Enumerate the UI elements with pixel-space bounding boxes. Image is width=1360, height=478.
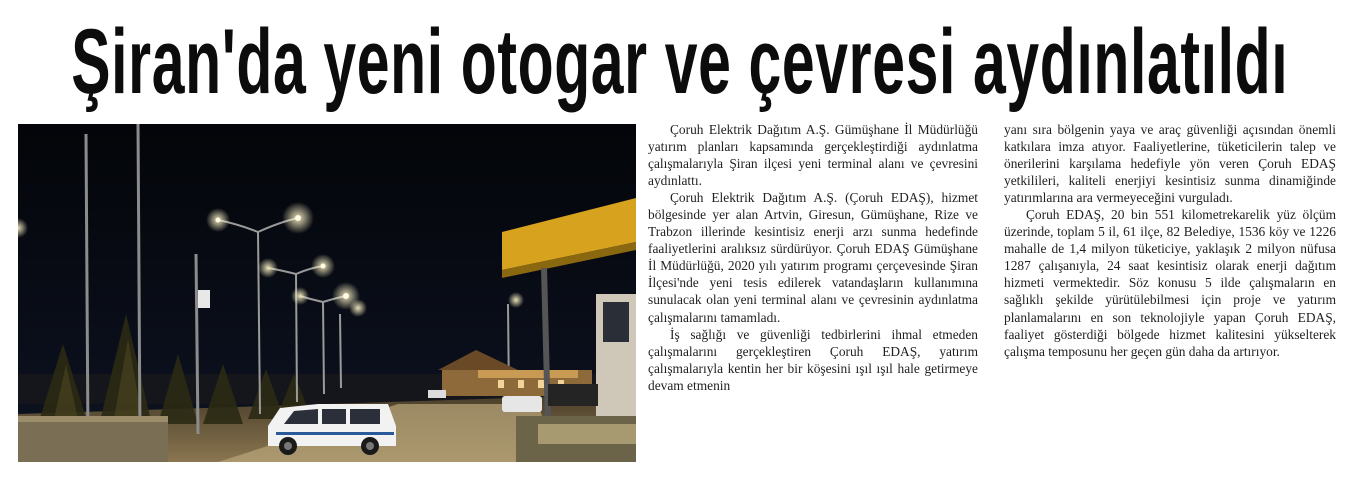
paragraph: İş sağlığı ve güvenliği tedbirlerini ihmal etmeden çalışmalarını gerçekleştiren Çoruh EDAŞ, yatırım çalışmalarıyla kentin her bir köşesini ışıl ışıl hale getirmeye devam etmenin <box>648 326 978 393</box>
paragraph: yanı sıra bölgenin yaya ve araç güvenliği açısından önemli katkılara imza atıyor. Faaliyetlerine, tüketicilerin talep ve önerilerini karşılama hedefiyle yön veren Çoruh EDAŞ yetkilileri, kaliteli enerjiyi kesintisiz sunma dinamiğinde yatırımlarına ara vermeyeceğini vurguladı. <box>1004 122 1336 206</box>
paragraph: Çoruh Elektrik Dağıtım A.Ş. Gümüşhane İl Müdürlüğü yatırım planları kapsamında gerçekleştirdiği aydınlatma çalışmalarıyla Şiran ilçesi yeni terminal alanı ve çevresini aydınlattı. <box>648 122 978 189</box>
article-column-1 <box>648 121 978 394</box>
paragraph: Çoruh Elektrik Dağıtım A.Ş. (Çoruh EDAŞ), hizmet bölgesinde yer alan Artvin, Giresun, Gümüşhane, Rize ve Trabzon illerinde kesintisiz enerji arzı sunma hedefinde faaliyetlerini aralıksız sürdürüyor. Çoruh EDAŞ Gümüşhane İl Müdürlüğü, 2020 yılı yatırım programı çerçevesinde Şiran İlçesi'nde yeni tesis edilerek vatandaşların kullanımına sunulacak olan yeni terminal alanı ve çevresinin aydınlatma çalışmalarını tamamladı. <box>648 190 978 325</box>
news-photo <box>18 124 636 462</box>
headline <box>0 6 1360 118</box>
article-column-2 <box>1004 121 1336 360</box>
headline-text: Şiran'da yeni otogar ve çevresi aydınlatıldı <box>71 10 1289 113</box>
paragraph: Çoruh EDAŞ, 20 bin 551 kilometrekarelik yüz ölçüm üzerinde, toplam 5 il, 61 ilçe, 82 Belediye, 1536 köy ve 1226 mahalle de 1,4 milyon tüketiciye, yaklaşık 2 milyon nüfusa 1287 çalışanıyla, 24 saat kesintisiz olarak enerji dağıtım hizmeti vermektedir. Söz konusu 5 ilde çalışmaların en sağlıklı şekilde yürütülebilmesi için proje ve yatırım planlamalarını en son teknolojiyle yapan Çoruh EDAŞ, faaliyet gösterdiği bölgede hizmet kalitesini yükselterek çalışma temposunu her geçen gün daha da artırıyor. <box>1004 207 1336 359</box>
